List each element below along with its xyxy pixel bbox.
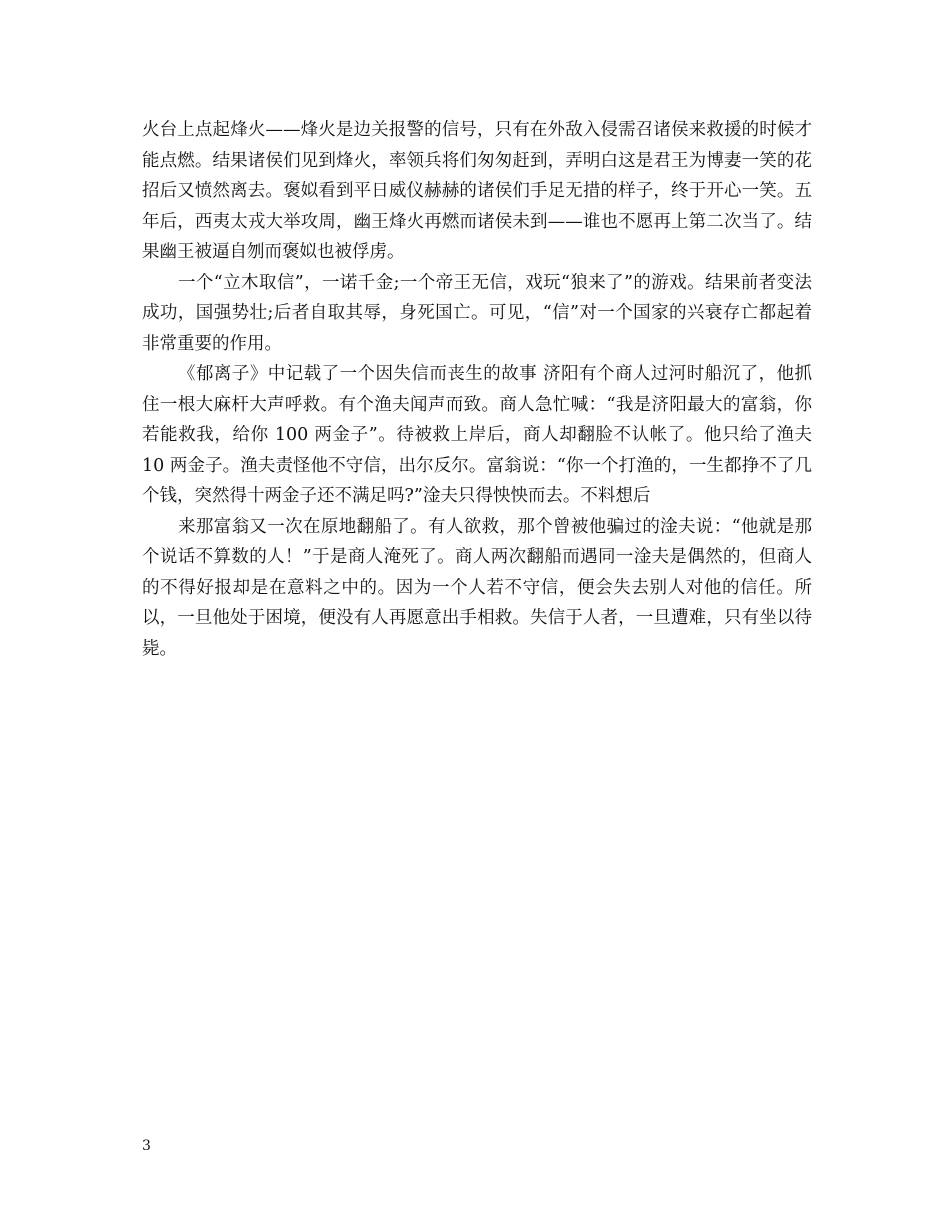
paragraph-2: 一个“立木取信”，一诺千金;一个帝王无信，戏玩“狼来了”的游戏。结果前者变法成功，国强势壮;后者自取其辱，身死国亡。可见，“信”对一个国家的兴衰存亡都起着非常重要的作用。 — [142, 272, 812, 354]
paragraph-3: 《郁离子》中记载了一个因失信而丧生的故事 济阳有个商人过河时船沉了，他抓住一根大麻杆大声呼救。有个渔夫闻声而致。商人急忙喊：“我是济阳最大的富翁，你若能救我，给你 100 两金子”。待被救上岸后，商人却翻脸不认帐了。他只给了渔夫 10 两金子。渔夫责怪他不守信，出尔反尔。富翁说：“你一个打渔的，一生都挣不了几个钱，突然得十两金子还不满足吗?”淦夫只得怏怏而去。不料想后 — [142, 364, 812, 506]
document-body — [142, 115, 812, 664]
page-number: 3 — [142, 1138, 151, 1154]
paragraph-4: 来那富翁又一次在原地翻船了。有人欲救，那个曾被他骗过的淦夫说：“他就是那个说话不算数的人！”于是商人淹死了。商人两次翻船而遇同一淦夫是偶然的，但商人的不得好报却是在意料之中的。因为一个人若不守信，便会失去别人对他的信任。所以，一旦他处于困境，便没有人再愿意出手相救。失信于人者，一旦遭难，只有坐以待毙。 — [142, 516, 812, 659]
paragraph-1: 火台上点起烽火——烽火是边关报警的信号，只有在外敌入侵需召诸侯来救援的时候才能点燃。结果诸侯们见到烽火，率领兵将们匆匆赶到，弄明白这是君王为博妻一笑的花招后又愤然离去。褒姒看到平日威仪赫赫的诸侯们手足无措的样子，终于开心一笑。五年后，西夷太戎大举攻周，幽王烽火再燃而诸侯未到——谁也不愿再上第二次当了。结果幽王被逼自刎而褒姒也被俘虏。 — [142, 120, 812, 262]
